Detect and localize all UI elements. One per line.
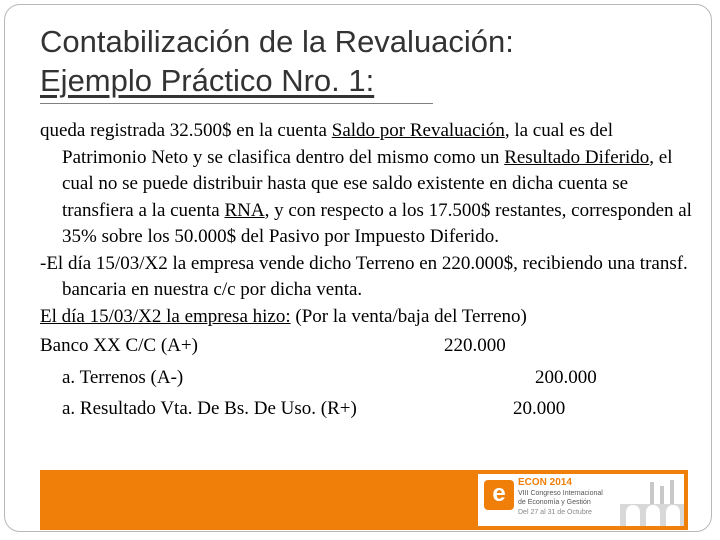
journal-account: Banco XX C/C (A+) (40, 335, 198, 356)
slide-body (40, 118, 700, 425)
logo-dates: Del 27 al 31 de Octubre (518, 509, 592, 516)
title-line-2: Ejemplo Práctico Nro. 1: (40, 63, 375, 98)
logo-line-2: de Economía y Gestión (518, 499, 591, 506)
arches-icon (620, 474, 684, 526)
entry-header (40, 304, 700, 331)
title-divider (40, 103, 433, 104)
journal-row-credit (40, 393, 700, 425)
paragraph-sale: -El día 15/03/X2 la empresa vende dicho Terreno en 220.000$, recibiendo una transf. bancaria en nuestra c/c por dicha venta. (40, 252, 688, 300)
journal-amount: 200.000 (535, 366, 597, 388)
footer-bar (40, 470, 688, 530)
logo-line-1: VIII Congreso Internacional (518, 490, 603, 497)
journal-row-credit (40, 362, 700, 394)
text-fragment: , la cual es del Patrimonio Neto y se clasifica dentro del mismo como un (62, 120, 613, 168)
journal-account: a. Resultado Vta. De Bs. De Uso. (R+) (62, 398, 357, 419)
account-rna: RNA (224, 199, 265, 221)
journal-amount: 220.000 (444, 335, 506, 356)
account-resultado-diferido: Resultado Diferido (504, 146, 650, 168)
paragraph-revaluation (40, 118, 700, 251)
econ-logo (478, 474, 684, 526)
econ-e-icon: e (484, 480, 514, 510)
text-fragment: , y con respecto a los 17.500$ restantes, corresponden al 35% sobre los 50.000$ del Pasivo por Impuesto Diferido. (62, 199, 692, 247)
journal-row-debit (40, 330, 700, 362)
title-line-1: Contabilización de la Revaluación: (40, 24, 514, 59)
account-saldo-revaluacion: Saldo por Revaluación (331, 120, 505, 141)
journal-entry (40, 330, 700, 425)
entry-date-label: El día 15/03/X2 la empresa hizo: (40, 305, 291, 327)
text-fragment: queda registrada 32.500$ en la cuenta (40, 120, 332, 141)
journal-account: a. Terrenos (A-) (62, 366, 184, 388)
journal-amount: 20.000 (513, 398, 566, 419)
text-fragment: , el cual no se puede distribuir hasta que ese saldo existente en dicha cuenta se transfiera a la cuenta (62, 146, 673, 221)
logo-name: ECON 2014 (518, 477, 572, 488)
entry-description: (Por la venta/baja del Terreno) (290, 305, 527, 327)
slide-title (40, 22, 680, 100)
